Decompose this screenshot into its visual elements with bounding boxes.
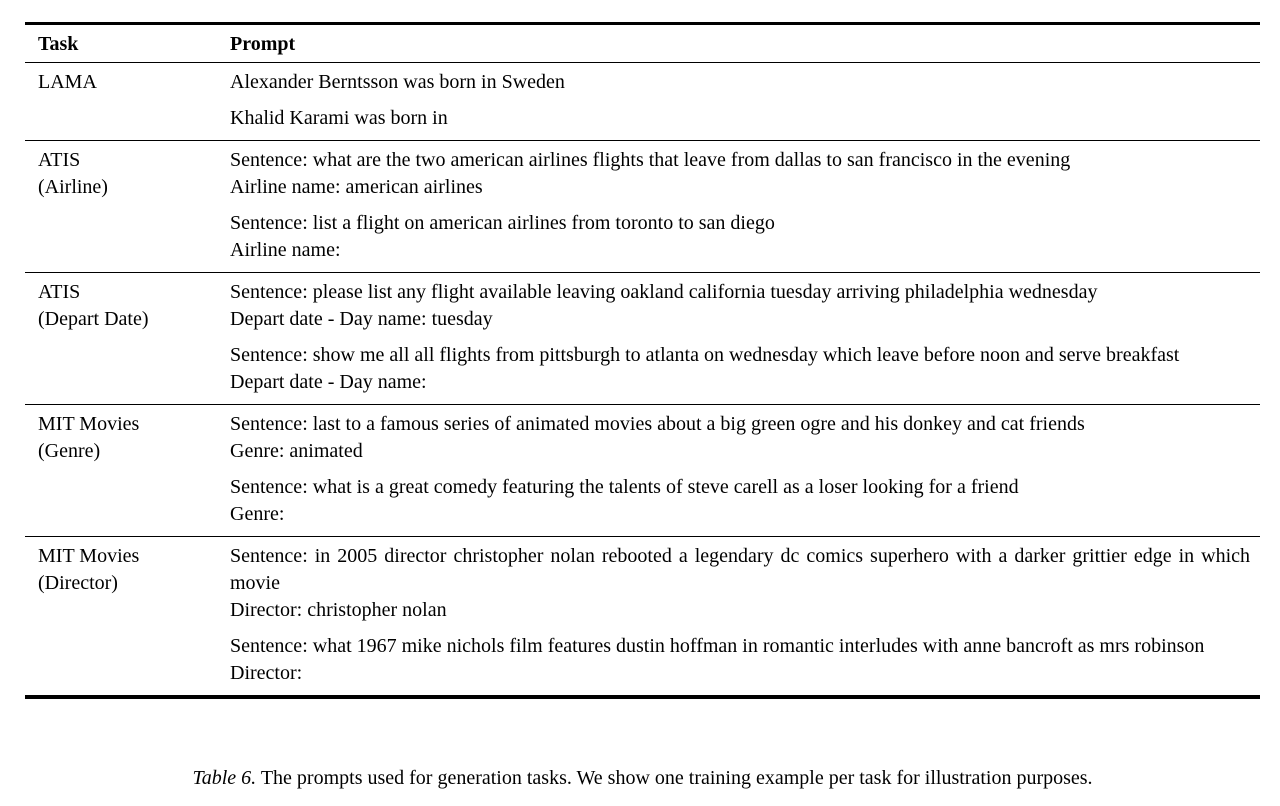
column-header-prompt: Prompt	[230, 33, 296, 55]
task-cell	[25, 147, 230, 264]
prompt-example	[230, 210, 1250, 264]
prompt-line: Airline name:	[230, 239, 341, 261]
table-header-row	[25, 25, 1260, 63]
task-subname: (Depart Date)	[38, 308, 149, 330]
prompt-cell	[230, 147, 1260, 264]
prompt-line: Sentence: in 2005 director christopher nolan rebooted a legendary dc comics superhero with a darker grittier edge in which movie	[230, 545, 1250, 594]
task-cell	[25, 69, 230, 132]
prompt-line: Sentence: please list any flight available leaving oakland california tuesday arriving philadelphia wednesday	[230, 281, 1098, 303]
task-name: MIT Movies	[38, 545, 140, 567]
prompt-line: Director: christopher nolan	[230, 599, 447, 621]
prompt-line: Alexander Berntsson was born in Sweden	[230, 71, 565, 93]
task-subname: (Director)	[38, 572, 118, 594]
prompt-example	[230, 342, 1250, 396]
prompt-example	[230, 279, 1250, 333]
task-subname: (Airline)	[38, 176, 108, 198]
prompt-cell	[230, 279, 1260, 396]
prompt-line: Sentence: list a flight on american airlines from toronto to san diego	[230, 212, 775, 234]
task-cell	[25, 411, 230, 528]
task-name: ATIS	[38, 281, 81, 303]
prompt-cell	[230, 69, 1260, 132]
prompt-line: Depart date - Day name: tuesday	[230, 308, 493, 330]
table-caption	[25, 765, 1260, 792]
prompt-cell	[230, 543, 1260, 687]
prompt-line: Depart date - Day name:	[230, 371, 427, 393]
prompt-line: Genre: animated	[230, 440, 363, 462]
caption-text: The prompts used for generation tasks. We show one training example per task for illustration purposes.	[260, 767, 1093, 789]
prompt-example	[230, 69, 1250, 96]
table-row-mit-movies-director	[25, 537, 1260, 695]
prompt-line: Sentence: show me all all flights from pittsburgh to atlanta on wednesday which leave before noon and serve breakfast	[230, 344, 1180, 366]
table-row-mit-movies-genre	[25, 405, 1260, 537]
prompt-line: Genre:	[230, 503, 285, 525]
prompt-line: Sentence: what is a great comedy featuring the talents of steve carell as a loser looking for a friend	[230, 476, 1019, 498]
task-name: ATIS	[38, 149, 81, 171]
task-subname: (Genre)	[38, 440, 101, 462]
prompts-table	[25, 22, 1260, 699]
prompt-line: Sentence: what are the two american airlines flights that leave from dallas to san francisco in the evening	[230, 149, 1071, 171]
table-row-atis-depart-date	[25, 273, 1260, 405]
caption-label: Table 6.	[192, 767, 257, 789]
prompt-example	[230, 105, 1250, 132]
prompt-line: Airline name: american airlines	[230, 176, 483, 198]
prompt-line: Director:	[230, 662, 303, 684]
task-name: MIT Movies	[38, 413, 140, 435]
task-cell	[25, 543, 230, 687]
prompt-example	[230, 474, 1250, 528]
column-header-task: Task	[38, 33, 79, 55]
prompt-cell	[230, 411, 1260, 528]
prompt-line: Sentence: last to a famous series of animated movies about a big green ogre and his donkey and cat friends	[230, 413, 1085, 435]
prompt-line: Khalid Karami was born in	[230, 107, 448, 129]
prompt-example	[230, 633, 1250, 687]
prompt-example	[230, 543, 1250, 624]
table-row-atis-airline	[25, 141, 1260, 273]
task-cell	[25, 279, 230, 396]
prompt-example	[230, 411, 1250, 465]
task-name: LAMA	[38, 71, 97, 93]
prompt-example	[230, 147, 1250, 201]
table-row-lama	[25, 63, 1260, 141]
prompt-line: Sentence: what 1967 mike nichols film features dustin hoffman in romantic interludes with anne bancroft as mrs robinson	[230, 635, 1205, 657]
